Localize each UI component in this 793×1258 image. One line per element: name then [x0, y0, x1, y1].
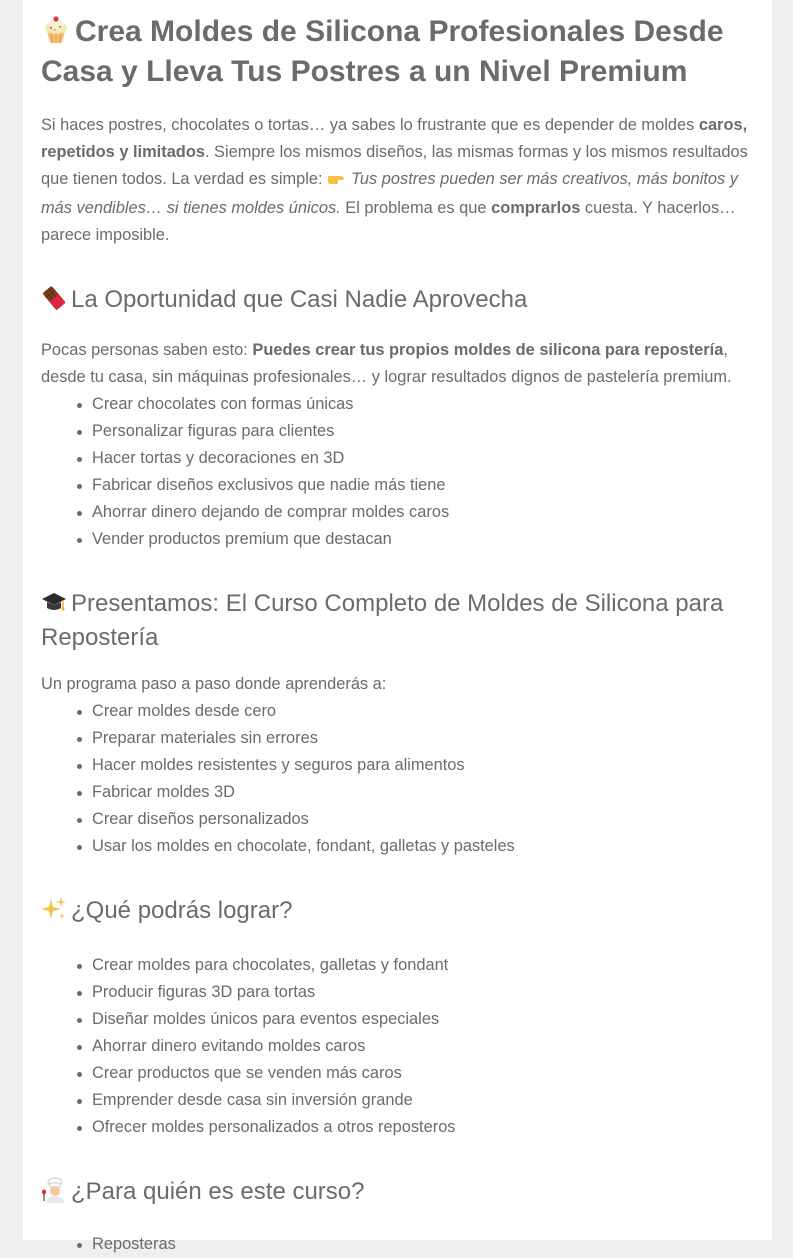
list-item: Hacer tortas y decoraciones en 3D — [92, 445, 757, 472]
list-item: Fabricar moldes 3D — [92, 779, 757, 806]
course-list — [41, 698, 757, 860]
article-page — [23, 0, 772, 1253]
list-item: Hacer moldes resistentes y seguros para alimentos — [92, 752, 757, 779]
list-item: Crear moldes para chocolates, galletas y fondant — [92, 952, 757, 979]
list-item: Crear chocolates con formas únicas — [92, 391, 757, 418]
section-heading: ¿Para quién es este curso? — [41, 1177, 757, 1211]
opportunity-list — [41, 391, 757, 553]
list-item: Crear productos que se venden más caros — [92, 1060, 757, 1087]
achieve-list — [41, 952, 757, 1141]
opportunity-paragraph: Pocas personas saben esto: Puedes crear tus propios moldes de silicona para repostería, desde tu casa, sin máquinas profesionales… y lograr resultados dignos de pastelería premium. — [41, 341, 732, 386]
graduation-cap-icon — [41, 591, 67, 623]
list-item: Emprender desde casa sin inversión grande — [92, 1087, 757, 1114]
cupcake-icon — [41, 15, 71, 54]
list-item: Personalizar figuras para clientes — [92, 418, 757, 445]
section-heading: Presentamos: El Curso Completo de Moldes de Silicona para Repostería — [41, 590, 724, 651]
list-item: Reposteras — [92, 1231, 757, 1258]
section-opportunity — [41, 285, 757, 553]
chocolate-bar-icon — [41, 285, 67, 319]
article-content — [23, 0, 757, 1258]
sparkles-icon — [41, 896, 67, 930]
list-item: Ahorrar dinero dejando de comprar moldes caros — [92, 499, 757, 526]
course-intro: Un programa paso a paso donde aprenderás a: — [41, 675, 387, 693]
audience-list — [41, 1231, 757, 1258]
list-item: Ofrecer moldes personalizados a otros reposteros — [92, 1114, 757, 1141]
section-audience — [41, 1177, 757, 1258]
list-item: Producir figuras 3D para tortas — [92, 979, 757, 1006]
section-heading: La Oportunidad que Casi Nadie Aprovecha — [41, 285, 757, 319]
section-achieve — [41, 896, 757, 1141]
cook-icon — [41, 1177, 67, 1211]
list-item: Ahorrar dinero evitando moldes caros — [92, 1033, 757, 1060]
intro-paragraph: Si haces postres, chocolates o tortas… ya sabes lo frustrante que es depender de moldes caros, repetidos y limitados. Siempre los mismos diseños, las mismas formas y los mismos resultados que tienen todos. La verdad es simple: Tus postres pueden ser más creativos, más bonitos y más vendibles… si tienes moldes únicos. El problema es que comprarlos cuesta. Y hacerlos… parece imposible. — [41, 116, 748, 244]
list-item: Vender productos premium que destacan — [92, 526, 757, 553]
list-item: Crear diseños personalizados — [92, 806, 757, 833]
section-course — [41, 589, 757, 860]
list-item: Usar los moldes en chocolate, fondant, galletas y pasteles — [92, 833, 757, 860]
pointing-right-icon — [327, 168, 345, 195]
list-item: Fabricar diseños exclusivos que nadie más tiene — [92, 472, 757, 499]
list-item: Crear moldes desde cero — [92, 698, 757, 725]
list-item: Preparar materiales sin errores — [92, 725, 757, 752]
section-heading: ¿Qué podrás lograr? — [41, 896, 757, 930]
page-title: Crea Moldes de Silicona Profesionales Desde Casa y Lleva Tus Postres a un Nivel Premium — [41, 15, 724, 88]
list-item: Diseñar moldes únicos para eventos especiales — [92, 1006, 757, 1033]
